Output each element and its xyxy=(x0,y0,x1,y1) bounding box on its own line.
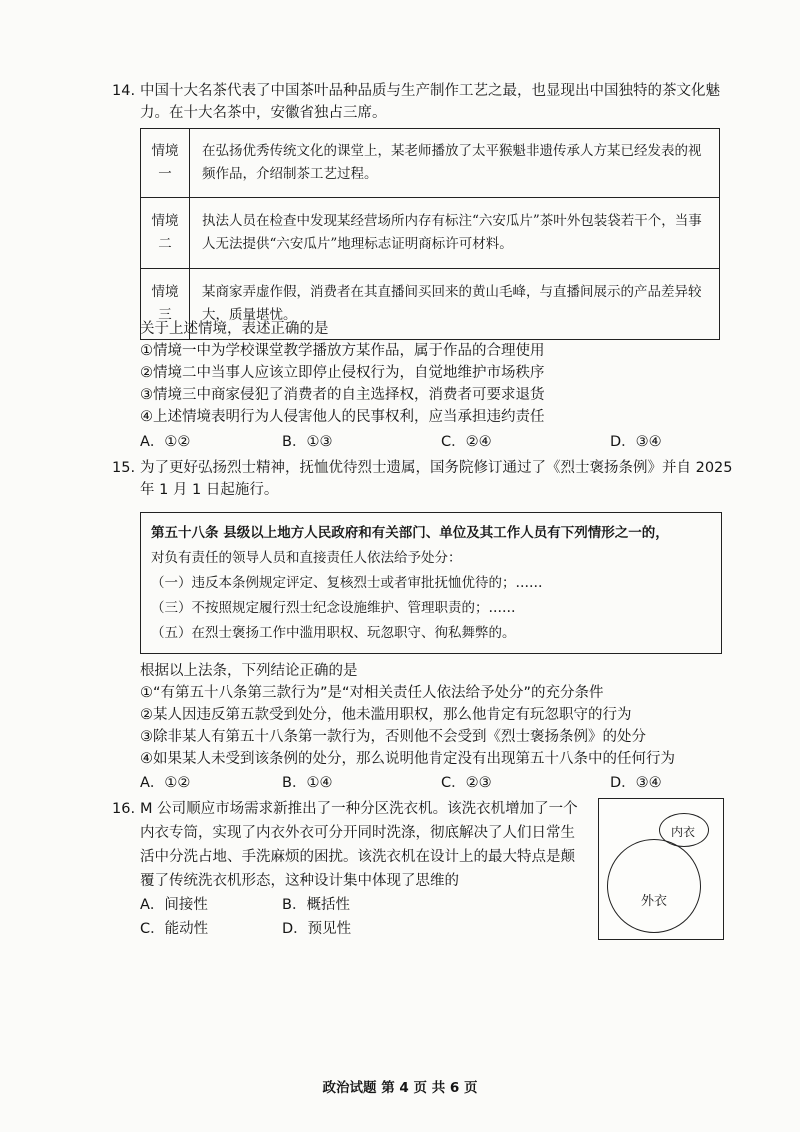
washing-machine-diagram xyxy=(598,798,724,940)
question-number: 14. xyxy=(112,83,136,99)
option-c[interactable]: C．能动性 xyxy=(140,921,209,937)
law-line: 对负有责任的领导人员和直接责任人依法给予处分： xyxy=(151,550,462,566)
law-line: （五）在烈士褒扬工作中滥用职权、玩忽职守、徇私舞弊的。 xyxy=(151,625,516,641)
option-b[interactable]: B．①③ xyxy=(282,434,333,450)
scenario-text: 在弘扬优秀传统文化的课堂上，某老师播放了太平猴魁非遗传承人方某已经发表的视频作品，介绍制茶工艺过程。 xyxy=(190,129,720,198)
question-stem-line: M 公司顺应市场需求新推出了一种分区洗衣机。该洗衣机增加了一个 xyxy=(140,801,578,817)
question-stem-line: 力。在十大名茶中，安徽省独占三席。 xyxy=(140,105,387,121)
inner-drum-label: 内衣 xyxy=(671,825,696,839)
scenario-label xyxy=(141,129,190,198)
option-a[interactable]: A．间接性 xyxy=(140,897,208,913)
scenario-row xyxy=(141,198,720,269)
scenario-label-bottom: 三 xyxy=(158,307,172,323)
question-prompt: 关于上述情境，表述正确的是 xyxy=(140,321,329,337)
question-number: 16. xyxy=(112,801,136,817)
scenario-row xyxy=(141,129,720,198)
option-a[interactable]: A．①② xyxy=(140,775,191,791)
scenario-label-bottom: 一 xyxy=(158,166,172,182)
scenario-text: 某商家弄虚作假，消费者在其直播间买回来的黄山毛峰，与直播间展示的产品差异较大，质量堪忧。 xyxy=(190,269,720,340)
scenario-label-top: 情境 xyxy=(151,284,179,300)
question-prompt: 根据以上法条，下列结论正确的是 xyxy=(140,663,358,679)
statement: ①“有第五十八条第三款行为”是“对相关责任人依法给予处分”的充分条件 xyxy=(140,685,604,701)
question-stem-line: 中国十大名茶代表了中国茶叶品种品质与生产制作工艺之最，也显现出中国独特的茶文化魅 xyxy=(140,83,720,99)
option-c[interactable]: C．②③ xyxy=(441,775,492,791)
option-d[interactable]: D．③④ xyxy=(610,775,662,791)
question-stem-line: 活中分洗占地、手洗麻烦的困扰。该洗衣机在设计上的最大特点是颠 xyxy=(140,849,575,865)
statement: ②情境二中当事人应该立即停止侵权行为，自觉地维护市场秩序 xyxy=(140,365,545,381)
statement: ③除非某人有第五十八条第一款行为，否则他不会受到《烈士褒扬条例》的处分 xyxy=(140,729,646,745)
statement: ②某人因违反第五款受到处分，他未滥用职权，那么他肯定有玩忽职守的行为 xyxy=(140,707,632,723)
question-stem-line: 年 1 月 1 日起施行。 xyxy=(140,482,279,498)
statement: ③情境三中商家侵犯了消费者的自主选择权，消费者可要求退货 xyxy=(140,387,545,403)
option-b[interactable]: B．①④ xyxy=(282,775,333,791)
question-stem-line: 内衣专筒，实现了内衣外衣可分开同时洗涤，彻底解决了人们日常生 xyxy=(140,825,575,841)
outer-drum-label: 外衣 xyxy=(641,894,668,909)
scenario-label xyxy=(141,198,190,269)
law-line: （三）不按照规定履行烈士纪念设施维护、管理职责的；…… xyxy=(151,600,516,616)
option-d[interactable]: D．预见性 xyxy=(282,921,352,937)
law-excerpt-box xyxy=(140,512,722,654)
outer-drum-circle xyxy=(607,839,701,933)
option-d[interactable]: D．③④ xyxy=(610,434,662,450)
question-stem-line: 覆了传统洗衣机形态，这种设计集中体现了思维的 xyxy=(140,873,459,889)
scenario-label-top: 情境 xyxy=(151,213,179,229)
scenario-label-top: 情境 xyxy=(151,143,179,159)
scenario-label-bottom: 二 xyxy=(158,236,172,252)
law-line: 第五十八条 县级以上地方人民政府和有关部门、单位及其工作人员有下列情形之一的， xyxy=(151,525,669,541)
statement: ④上述情境表明行为人侵害他人的民事权利，应当承担违约责任 xyxy=(140,409,545,425)
statement: ④如果某人未受到该条例的处分，那么说明他肯定没有出现第五十八条中的任何行为 xyxy=(140,751,675,767)
page-footer: 政治试题 第 4 页 共 6 页 xyxy=(322,1080,478,1096)
scenario-text: 执法人员在检查中发现某经营场所内存有标注“六安瓜片”茶叶外包装袋若干个，当事人无法提供“六安瓜片”地理标志证明商标许可材料。 xyxy=(190,198,720,269)
scenario-table xyxy=(140,128,720,340)
option-a[interactable]: A．①② xyxy=(140,434,191,450)
law-line: （一）违反本条例规定评定、复核烈士或者审批抚恤优待的；…… xyxy=(151,575,543,591)
question-number: 15. xyxy=(112,460,136,476)
option-c[interactable]: C．②④ xyxy=(441,434,492,450)
option-b[interactable]: B．概括性 xyxy=(282,897,350,913)
statement: ①情境一中为学校课堂教学播放方某作品，属于作品的合理使用 xyxy=(140,343,545,359)
question-stem-line: 为了更好弘扬烈士精神，抚恤优待烈士遗属，国务院修订通过了《烈士褒扬条例》并自 2025 xyxy=(140,460,733,476)
